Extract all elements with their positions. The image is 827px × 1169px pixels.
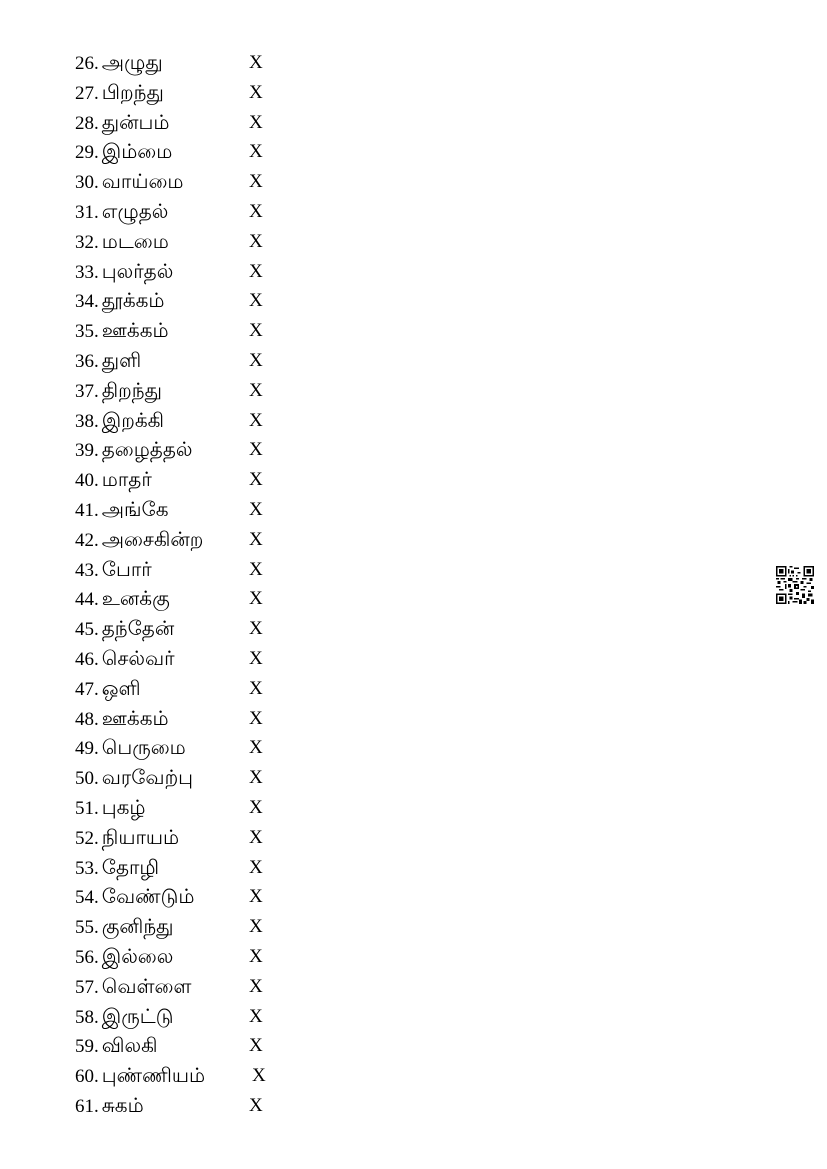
item-number: 50. bbox=[75, 768, 99, 790]
list-item bbox=[75, 823, 285, 853]
list-item bbox=[75, 167, 285, 197]
item-word: நியாயம் bbox=[101, 824, 180, 849]
item-word: போர் bbox=[101, 556, 152, 581]
item-cross-mark: X bbox=[249, 1005, 263, 1027]
item-cross-mark: X bbox=[249, 349, 263, 371]
item-word: பெருமை bbox=[101, 735, 186, 760]
list-item bbox=[75, 793, 285, 823]
item-number: 44. bbox=[75, 589, 99, 611]
list-item bbox=[75, 882, 285, 912]
item-number: 55. bbox=[75, 917, 99, 939]
item-cross-mark: X bbox=[249, 558, 263, 580]
item-cross-mark: X bbox=[249, 111, 263, 133]
item-number: 58. bbox=[75, 1006, 99, 1028]
item-word: புண்ணியம் bbox=[101, 1063, 206, 1088]
item-word: ஒளி bbox=[101, 675, 141, 700]
item-cross-mark: X bbox=[249, 171, 263, 193]
list-item bbox=[75, 48, 285, 78]
list-item bbox=[75, 1002, 285, 1032]
item-number: 35. bbox=[75, 321, 99, 343]
list-item bbox=[75, 495, 285, 525]
item-word: இருட்டு bbox=[101, 1003, 174, 1028]
item-cross-mark: X bbox=[249, 141, 263, 163]
item-number: 57. bbox=[75, 976, 99, 998]
item-word: புலர்தல் bbox=[101, 258, 174, 283]
item-cross-mark: X bbox=[249, 588, 263, 610]
item-cross-mark: X bbox=[249, 767, 263, 789]
item-word: மடமை bbox=[101, 228, 169, 253]
list-item bbox=[75, 1091, 285, 1121]
item-word: வெள்ளை bbox=[101, 973, 192, 998]
item-number: 36. bbox=[75, 350, 99, 372]
item-word: பிறந்து bbox=[101, 79, 164, 104]
list-item bbox=[75, 912, 285, 942]
item-number: 47. bbox=[75, 678, 99, 700]
item-number: 30. bbox=[75, 172, 99, 194]
item-cross-mark: X bbox=[249, 737, 263, 759]
item-number: 53. bbox=[75, 857, 99, 879]
item-cross-mark: X bbox=[249, 856, 263, 878]
item-word: அசைகின்ற bbox=[101, 526, 204, 551]
item-number: 33. bbox=[75, 261, 99, 283]
item-cross-mark: X bbox=[249, 677, 263, 699]
item-word: வாய்மை bbox=[101, 169, 184, 194]
item-word: ஊக்கம் bbox=[101, 705, 169, 730]
item-cross-mark: X bbox=[249, 796, 263, 818]
item-number: 41. bbox=[75, 499, 99, 521]
item-number: 37. bbox=[75, 380, 99, 402]
numbered-word-list bbox=[75, 48, 285, 1121]
list-item bbox=[75, 108, 285, 138]
item-number: 45. bbox=[75, 619, 99, 641]
item-number: 49. bbox=[75, 738, 99, 760]
item-number: 29. bbox=[75, 142, 99, 164]
item-number: 60. bbox=[75, 1066, 99, 1088]
item-word: தோழி bbox=[101, 854, 160, 879]
item-cross-mark: X bbox=[249, 409, 263, 431]
qr-code-icon bbox=[776, 566, 814, 604]
list-item bbox=[75, 942, 285, 972]
item-number: 28. bbox=[75, 112, 99, 134]
item-number: 46. bbox=[75, 648, 99, 670]
list-item bbox=[75, 465, 285, 495]
item-cross-mark: X bbox=[249, 290, 263, 312]
list-item bbox=[75, 733, 285, 763]
item-number: 34. bbox=[75, 291, 99, 313]
item-word: வரவேற்பு bbox=[101, 765, 194, 790]
list-item bbox=[75, 853, 285, 883]
list-item bbox=[75, 316, 285, 346]
item-cross-mark: X bbox=[249, 230, 263, 252]
list-item bbox=[75, 674, 285, 704]
item-word: மாதர் bbox=[101, 467, 152, 492]
list-item bbox=[75, 644, 285, 674]
list-item bbox=[75, 137, 285, 167]
item-cross-mark: X bbox=[249, 81, 263, 103]
item-cross-mark: X bbox=[249, 945, 263, 967]
item-word: வேண்டும் bbox=[101, 884, 195, 909]
item-number: 61. bbox=[75, 1095, 99, 1117]
item-word: துன்பம் bbox=[101, 109, 170, 134]
item-number: 39. bbox=[75, 440, 99, 462]
item-number: 26. bbox=[75, 53, 99, 74]
list-item bbox=[75, 257, 285, 287]
item-word: துளி bbox=[101, 347, 142, 372]
item-number: 56. bbox=[75, 946, 99, 968]
item-cross-mark: X bbox=[249, 707, 263, 729]
item-cross-mark: X bbox=[249, 1094, 263, 1116]
item-word: எழுதல் bbox=[101, 198, 169, 223]
item-cross-mark: X bbox=[249, 498, 263, 520]
item-word: தழைத்தல் bbox=[101, 437, 193, 462]
item-number: 38. bbox=[75, 410, 99, 432]
item-cross-mark: X bbox=[249, 260, 263, 282]
list-item bbox=[75, 1031, 285, 1061]
item-number: 31. bbox=[75, 201, 99, 223]
item-number: 51. bbox=[75, 797, 99, 819]
item-word: அங்கே bbox=[101, 496, 169, 521]
item-cross-mark: X bbox=[249, 886, 263, 908]
list-item bbox=[75, 78, 285, 108]
item-word: சுகம் bbox=[101, 1092, 144, 1117]
item-cross-mark: X bbox=[249, 52, 263, 73]
item-word: ஊக்கம் bbox=[101, 318, 169, 343]
item-number: 48. bbox=[75, 708, 99, 730]
item-word: தூக்கம் bbox=[101, 288, 165, 313]
item-number: 40. bbox=[75, 470, 99, 492]
item-cross-mark: X bbox=[249, 379, 263, 401]
item-number: 32. bbox=[75, 231, 99, 253]
item-word: திறந்து bbox=[101, 377, 162, 402]
list-item bbox=[75, 704, 285, 734]
item-word: உனக்கு bbox=[101, 586, 170, 611]
item-number: 54. bbox=[75, 887, 99, 909]
list-item bbox=[75, 406, 285, 436]
item-word: விலகி bbox=[101, 1033, 158, 1058]
item-cross-mark: X bbox=[252, 1065, 266, 1087]
item-cross-mark: X bbox=[249, 320, 263, 342]
item-word: குனிந்து bbox=[101, 914, 174, 939]
item-cross-mark: X bbox=[249, 916, 263, 938]
item-cross-mark: X bbox=[249, 618, 263, 640]
item-word: இல்லை bbox=[101, 943, 174, 968]
list-item bbox=[75, 435, 285, 465]
list-item bbox=[75, 525, 285, 555]
item-cross-mark: X bbox=[249, 975, 263, 997]
item-number: 59. bbox=[75, 1036, 99, 1058]
item-number: 43. bbox=[75, 559, 99, 581]
list-item bbox=[75, 614, 285, 644]
list-item bbox=[75, 227, 285, 257]
item-cross-mark: X bbox=[249, 200, 263, 222]
item-word: அழுது bbox=[101, 50, 163, 74]
item-word: புகழ் bbox=[101, 794, 146, 819]
item-word: இம்மை bbox=[101, 139, 173, 164]
item-cross-mark: X bbox=[249, 528, 263, 550]
item-number: 42. bbox=[75, 529, 99, 551]
item-word: தந்தேன் bbox=[101, 616, 175, 641]
item-word: இறக்கி bbox=[101, 407, 164, 432]
list-item bbox=[75, 286, 285, 316]
item-word: செல்வர் bbox=[101, 645, 175, 670]
item-cross-mark: X bbox=[249, 647, 263, 669]
list-item bbox=[75, 555, 285, 585]
list-item bbox=[75, 197, 285, 227]
item-cross-mark: X bbox=[249, 1035, 263, 1057]
item-number: 27. bbox=[75, 82, 99, 104]
item-cross-mark: X bbox=[249, 439, 263, 461]
list-item bbox=[75, 972, 285, 1002]
item-cross-mark: X bbox=[249, 826, 263, 848]
list-item bbox=[75, 763, 285, 793]
list-item bbox=[75, 1061, 285, 1091]
list-item bbox=[75, 346, 285, 376]
item-cross-mark: X bbox=[249, 469, 263, 491]
list-item bbox=[75, 376, 285, 406]
item-number: 52. bbox=[75, 827, 99, 849]
list-item bbox=[75, 584, 285, 614]
